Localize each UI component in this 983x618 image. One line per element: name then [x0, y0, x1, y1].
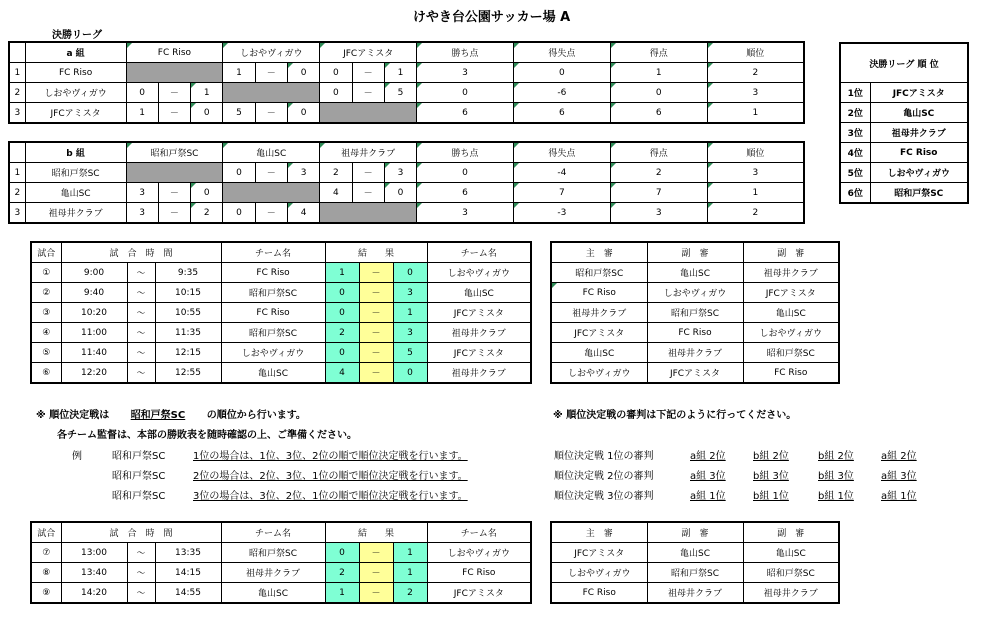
end-time: 14:15	[155, 563, 221, 583]
row-number: 2	[9, 183, 25, 203]
self-match-cell	[126, 163, 223, 183]
away-score: 1	[393, 563, 427, 583]
header-team: チーム名	[221, 522, 325, 543]
referee-row	[551, 303, 839, 323]
stat-pts: 3	[417, 203, 514, 224]
home-score: 0	[325, 303, 359, 323]
home-team: 祖母井クラブ	[221, 563, 325, 583]
score-cell: －	[255, 203, 287, 224]
time-separator: ～	[127, 263, 155, 283]
home-team: 昭和戸祭SC	[221, 543, 325, 563]
away-team: 祖母井クラブ	[427, 323, 531, 343]
row-number: 3	[9, 203, 25, 224]
group-b-table	[8, 141, 805, 224]
stat-header: 得失点	[513, 42, 610, 63]
score-dash: －	[359, 563, 393, 583]
score-cell: 4	[287, 203, 319, 224]
ranking-team: 亀山SC	[870, 103, 968, 123]
home-team: FC Riso	[221, 263, 325, 283]
home-team: 昭和戸祭SC	[221, 323, 325, 343]
match-number: ⑦	[31, 543, 61, 563]
column-team-header: しおやヴィガウ	[223, 42, 320, 63]
home-score: 1	[325, 263, 359, 283]
end-time: 10:15	[155, 283, 221, 303]
referee-team: 昭和戸祭SC	[647, 563, 743, 583]
table-row	[9, 203, 804, 224]
home-score: 0	[325, 543, 359, 563]
end-time: 12:55	[155, 363, 221, 384]
table-row	[9, 163, 804, 183]
score-dash: －	[359, 583, 393, 604]
start-time: 13:00	[61, 543, 127, 563]
header-sub-referee: 副 審	[647, 522, 743, 543]
away-team: JFCアミスタ	[427, 343, 531, 363]
match-number: ⑧	[31, 563, 61, 583]
header-team: チーム名	[221, 242, 325, 263]
stat-diff: 0	[513, 63, 610, 83]
referee-team: 祖母井クラブ	[743, 583, 839, 604]
self-match-cell	[126, 63, 223, 83]
referee-note-group: a組 1位	[690, 491, 726, 502]
stat-rank: 3	[707, 163, 804, 183]
home-team: FC Riso	[221, 303, 325, 323]
column-team-header: 亀山SC	[223, 142, 320, 163]
score-cell: 1	[384, 63, 416, 83]
ranking-position: 1位	[840, 83, 870, 103]
header-time: 試 合 時 間	[61, 522, 221, 543]
away-team: 亀山SC	[427, 283, 531, 303]
match-number: ⑤	[31, 343, 61, 363]
page-title: けやき台公園サッカー場 A	[412, 10, 571, 25]
score-cell: 0	[126, 83, 158, 103]
table-row	[9, 183, 804, 203]
time-separator: ～	[127, 343, 155, 363]
referee-row	[551, 263, 839, 283]
header-match: 試合	[31, 522, 61, 543]
time-separator: ～	[127, 563, 155, 583]
match-row	[31, 343, 531, 363]
self-match-cell	[320, 203, 417, 224]
column-team-header: 昭和戸祭SC	[126, 142, 223, 163]
score-cell: －	[352, 63, 384, 83]
referee-team: 祖母井クラブ	[551, 303, 647, 323]
ranking-title: 決勝リーグ 順 位	[840, 43, 968, 83]
score-cell: 1	[126, 103, 158, 124]
ranking-team: FC Riso	[870, 143, 968, 163]
away-score: 3	[393, 283, 427, 303]
referee-team: 祖母井クラブ	[647, 583, 743, 604]
score-cell: －	[255, 63, 287, 83]
column-team-header: 祖母井クラブ	[320, 142, 417, 163]
match-number: ⑥	[31, 363, 61, 384]
time-separator: ～	[127, 583, 155, 604]
match-row	[31, 583, 531, 604]
self-match-cell	[223, 183, 320, 203]
notes-line1: ※ 順位決定戦は 昭和戸祭SC の順位から行います。	[36, 410, 306, 421]
match-row	[31, 543, 531, 563]
row-number: 1	[9, 163, 25, 183]
end-time: 9:35	[155, 263, 221, 283]
row-number: 1	[9, 63, 25, 83]
ranking-row	[840, 103, 968, 123]
referee-row	[551, 363, 839, 384]
stat-rank: 2	[707, 203, 804, 224]
stat-header: 得失点	[513, 142, 610, 163]
stat-header: 順位	[707, 42, 804, 63]
ranking-team: しおやヴィガウ	[870, 163, 968, 183]
table-row	[9, 103, 804, 124]
header-match: 試合	[31, 242, 61, 263]
schedule-table-1	[30, 241, 532, 384]
match-number: ④	[31, 323, 61, 343]
end-time: 14:55	[155, 583, 221, 604]
score-cell: 0	[223, 203, 255, 224]
stat-header: 得点	[610, 142, 707, 163]
score-dash: －	[359, 343, 393, 363]
referee-team: FC Riso	[743, 363, 839, 384]
referee-team: 祖母井クラブ	[743, 263, 839, 283]
row-team-name: 昭和戸祭SC	[25, 163, 126, 183]
referee-note-label: 順位決定戦 3位の審判	[554, 491, 654, 502]
stat-diff: 6	[513, 103, 610, 124]
away-team: FC Riso	[427, 563, 531, 583]
ranking-row	[840, 143, 968, 163]
example-text: 1位の場合は、1位、3位、2位の順で順位決定戦を行います。	[193, 451, 468, 462]
away-score: 3	[393, 323, 427, 343]
group-label: a 組	[25, 42, 126, 63]
stat-header: 順位	[707, 142, 804, 163]
referee-row	[551, 283, 839, 303]
row-number: 3	[9, 103, 25, 124]
example-team: 昭和戸祭SC	[112, 491, 166, 502]
header-team2: チーム名	[427, 522, 531, 543]
home-team: 亀山SC	[221, 583, 325, 604]
home-score: 0	[325, 283, 359, 303]
row-number: 2	[9, 83, 25, 103]
score-dash: －	[359, 283, 393, 303]
referee-note-group: b組 2位	[753, 451, 789, 462]
referee-team: 昭和戸祭SC	[551, 263, 647, 283]
referee-note-title: ※ 順位決定戦の審判は下記のように行ってください。	[553, 410, 797, 421]
ranking-row	[840, 183, 968, 204]
score-cell: 3	[384, 163, 416, 183]
header-sub-referee: 副 審	[743, 522, 839, 543]
score-cell: －	[352, 183, 384, 203]
stat-goals: 0	[610, 83, 707, 103]
score-cell: 3	[287, 163, 319, 183]
referee-row	[551, 563, 839, 583]
match-row	[31, 283, 531, 303]
row-team-name: 祖母井クラブ	[25, 203, 126, 224]
away-score: 5	[393, 343, 427, 363]
score-cell: 3	[126, 203, 158, 224]
referee-team: JFCアミスタ	[743, 283, 839, 303]
score-cell: 0	[191, 183, 223, 203]
header-sub-referee: 副 審	[743, 242, 839, 263]
referee-note-group: a組 3位	[881, 471, 917, 482]
start-time: 12:20	[61, 363, 127, 384]
away-score: 2	[393, 583, 427, 604]
stat-header: 勝ち点	[417, 142, 514, 163]
referee-team: 亀山SC	[743, 303, 839, 323]
score-cell: 0	[191, 103, 223, 124]
home-score: 4	[325, 363, 359, 384]
stat-goals: 2	[610, 163, 707, 183]
stat-pts: 3	[417, 63, 514, 83]
stat-pts: 0	[417, 83, 514, 103]
stat-pts: 6	[417, 103, 514, 124]
stat-pts: 0	[417, 163, 514, 183]
match-row	[31, 363, 531, 384]
referee-team: 亀山SC	[743, 543, 839, 563]
score-cell: 0	[223, 163, 255, 183]
stat-goals: 6	[610, 103, 707, 124]
ranking-position: 5位	[840, 163, 870, 183]
home-team: しおやヴィガウ	[221, 343, 325, 363]
ranking-row	[840, 163, 968, 183]
column-team-header: JFCアミスタ	[320, 42, 417, 63]
home-score: 2	[325, 323, 359, 343]
row-team-name: JFCアミスタ	[25, 103, 126, 124]
away-score: 1	[393, 543, 427, 563]
referee-note-group: a組 2位	[881, 451, 917, 462]
header-result: 結 果	[325, 522, 427, 543]
match-row	[31, 563, 531, 583]
referee-note-group: b組 1位	[753, 491, 789, 502]
example-team: 昭和戸祭SC	[112, 451, 166, 462]
match-number: ③	[31, 303, 61, 323]
score-cell: 5	[223, 103, 255, 124]
example-text: 2位の場合は、2位、3位、1位の順で順位決定戦を行います。	[193, 471, 468, 482]
time-separator: ～	[127, 543, 155, 563]
score-cell: 2	[191, 203, 223, 224]
stat-rank: 1	[707, 183, 804, 203]
referee-note-group: b組 3位	[753, 471, 789, 482]
score-cell: 0	[320, 83, 352, 103]
match-row	[31, 263, 531, 283]
ranking-row	[840, 83, 968, 103]
score-cell: －	[352, 163, 384, 183]
score-cell: 5	[384, 83, 416, 103]
header-team2: チーム名	[427, 242, 531, 263]
score-cell: 0	[320, 63, 352, 83]
referee-team: 祖母井クラブ	[647, 343, 743, 363]
match-number: ②	[31, 283, 61, 303]
header-main-referee: 主 審	[551, 242, 647, 263]
referee-team: 昭和戸祭SC	[743, 563, 839, 583]
referee-table-1	[550, 241, 840, 384]
self-match-cell	[223, 83, 320, 103]
home-score: 2	[325, 563, 359, 583]
stat-goals: 7	[610, 183, 707, 203]
referee-note-group: b組 3位	[818, 471, 854, 482]
match-number: ①	[31, 263, 61, 283]
example-team: 昭和戸祭SC	[112, 471, 166, 482]
stat-diff: -6	[513, 83, 610, 103]
referee-team: 昭和戸祭SC	[647, 303, 743, 323]
end-time: 12:15	[155, 343, 221, 363]
referee-row	[551, 323, 839, 343]
away-team: 祖母井クラブ	[427, 363, 531, 384]
start-time: 11:00	[61, 323, 127, 343]
referee-team: FC Riso	[647, 323, 743, 343]
referee-note-label: 順位決定戦 2位の審判	[554, 471, 654, 482]
start-time: 9:00	[61, 263, 127, 283]
row-team-name: しおやヴィガウ	[25, 83, 126, 103]
away-score: 0	[393, 263, 427, 283]
score-dash: －	[359, 543, 393, 563]
score-dash: －	[359, 303, 393, 323]
ranking-position: 6位	[840, 183, 870, 204]
ranking-team: JFCアミスタ	[870, 83, 968, 103]
score-cell: 0	[287, 103, 319, 124]
match-row	[31, 323, 531, 343]
stat-diff: -3	[513, 203, 610, 224]
self-match-cell	[320, 103, 417, 124]
home-score: 0	[325, 343, 359, 363]
ranking-position: 2位	[840, 103, 870, 123]
score-cell: －	[255, 103, 287, 124]
stat-goals: 1	[610, 63, 707, 83]
schedule-table-2	[30, 521, 532, 604]
header-main-referee: 主 審	[551, 522, 647, 543]
table-row	[9, 83, 804, 103]
score-cell: 3	[126, 183, 158, 203]
group-label: b 組	[25, 142, 126, 163]
ranking-team: 祖母井クラブ	[870, 123, 968, 143]
match-number: ⑨	[31, 583, 61, 604]
header-time: 試 合 時 間	[61, 242, 221, 263]
stat-pts: 6	[417, 183, 514, 203]
away-team: JFCアミスタ	[427, 303, 531, 323]
referee-team: JFCアミスタ	[647, 363, 743, 384]
end-time: 13:35	[155, 543, 221, 563]
ranking-position: 4位	[840, 143, 870, 163]
away-score: 1	[393, 303, 427, 323]
start-time: 13:40	[61, 563, 127, 583]
referee-team: 亀山SC	[647, 263, 743, 283]
score-cell: －	[158, 183, 190, 203]
ranking-team: 昭和戸祭SC	[870, 183, 968, 204]
referee-team: 亀山SC	[551, 343, 647, 363]
away-team: しおやヴィガウ	[427, 543, 531, 563]
referee-team: しおやヴィガウ	[551, 363, 647, 384]
start-time: 11:40	[61, 343, 127, 363]
score-cell: 4	[320, 183, 352, 203]
referee-team: しおやヴィガウ	[551, 563, 647, 583]
score-cell: －	[158, 203, 190, 224]
stat-header: 勝ち点	[417, 42, 514, 63]
score-cell: －	[158, 83, 190, 103]
final-ranking-table	[839, 42, 969, 204]
home-team: 亀山SC	[221, 363, 325, 384]
referee-team: JFCアミスタ	[551, 543, 647, 563]
time-separator: ～	[127, 323, 155, 343]
stat-diff: 7	[513, 183, 610, 203]
score-cell: 0	[384, 183, 416, 203]
score-cell: －	[158, 103, 190, 124]
away-team: JFCアミスタ	[427, 583, 531, 604]
score-cell: 0	[287, 63, 319, 83]
row-team-name: FC Riso	[25, 63, 126, 83]
referee-note-label: 順位決定戦 1位の審判	[554, 451, 654, 462]
start-time: 9:40	[61, 283, 127, 303]
score-dash: －	[359, 263, 393, 283]
referee-team: JFCアミスタ	[551, 323, 647, 343]
referee-note-group: b組 1位	[818, 491, 854, 502]
referee-team: FC Riso	[551, 283, 647, 303]
away-score: 0	[393, 363, 427, 384]
referee-note-group: a組 3位	[690, 471, 726, 482]
referee-note-group: a組 1位	[881, 491, 917, 502]
start-time: 10:20	[61, 303, 127, 323]
referee-team: FC Riso	[551, 583, 647, 604]
stat-goals: 3	[610, 203, 707, 224]
score-dash: －	[359, 323, 393, 343]
column-team-header: FC Riso	[126, 42, 223, 63]
referee-team: しおやヴィガウ	[743, 323, 839, 343]
home-team: 昭和戸祭SC	[221, 283, 325, 303]
stat-rank: 3	[707, 83, 804, 103]
home-score: 1	[325, 583, 359, 604]
stat-header: 得点	[610, 42, 707, 63]
header-result: 結 果	[325, 242, 427, 263]
score-cell: 1	[223, 63, 255, 83]
referee-team: 昭和戸祭SC	[743, 343, 839, 363]
score-cell: －	[352, 83, 384, 103]
start-time: 14:20	[61, 583, 127, 604]
away-team: しおやヴィガウ	[427, 263, 531, 283]
referee-note-group: a組 2位	[690, 451, 726, 462]
referee-row	[551, 543, 839, 563]
score-dash: －	[359, 363, 393, 384]
header-sub-referee: 副 審	[647, 242, 743, 263]
example-text: 3位の場合は、3位、2位、1位の順で順位決定戦を行います。	[193, 491, 468, 502]
ranking-position: 3位	[840, 123, 870, 143]
stat-rank: 1	[707, 103, 804, 124]
end-time: 10:55	[155, 303, 221, 323]
table-row	[9, 63, 804, 83]
referee-note-group: b組 2位	[818, 451, 854, 462]
ranking-row	[840, 123, 968, 143]
stat-rank: 2	[707, 63, 804, 83]
score-cell: －	[255, 163, 287, 183]
example-label: 例	[72, 451, 82, 462]
referee-row	[551, 343, 839, 363]
stat-diff: -4	[513, 163, 610, 183]
match-row	[31, 303, 531, 323]
score-cell: 1	[191, 83, 223, 103]
end-time: 11:35	[155, 323, 221, 343]
time-separator: ～	[127, 363, 155, 384]
notes-line2: 各チーム監督は、本部の勝敗表を随時確認の上、ご準備ください。	[57, 430, 357, 441]
final-league-label: 決勝リーグ	[52, 30, 102, 41]
referee-team: しおやヴィガウ	[647, 283, 743, 303]
referee-row	[551, 583, 839, 604]
time-separator: ～	[127, 303, 155, 323]
referee-team: 亀山SC	[647, 543, 743, 563]
row-team-name: 亀山SC	[25, 183, 126, 203]
group-a-table	[8, 41, 805, 124]
score-cell: 2	[320, 163, 352, 183]
time-separator: ～	[127, 283, 155, 303]
referee-table-2	[550, 521, 840, 604]
